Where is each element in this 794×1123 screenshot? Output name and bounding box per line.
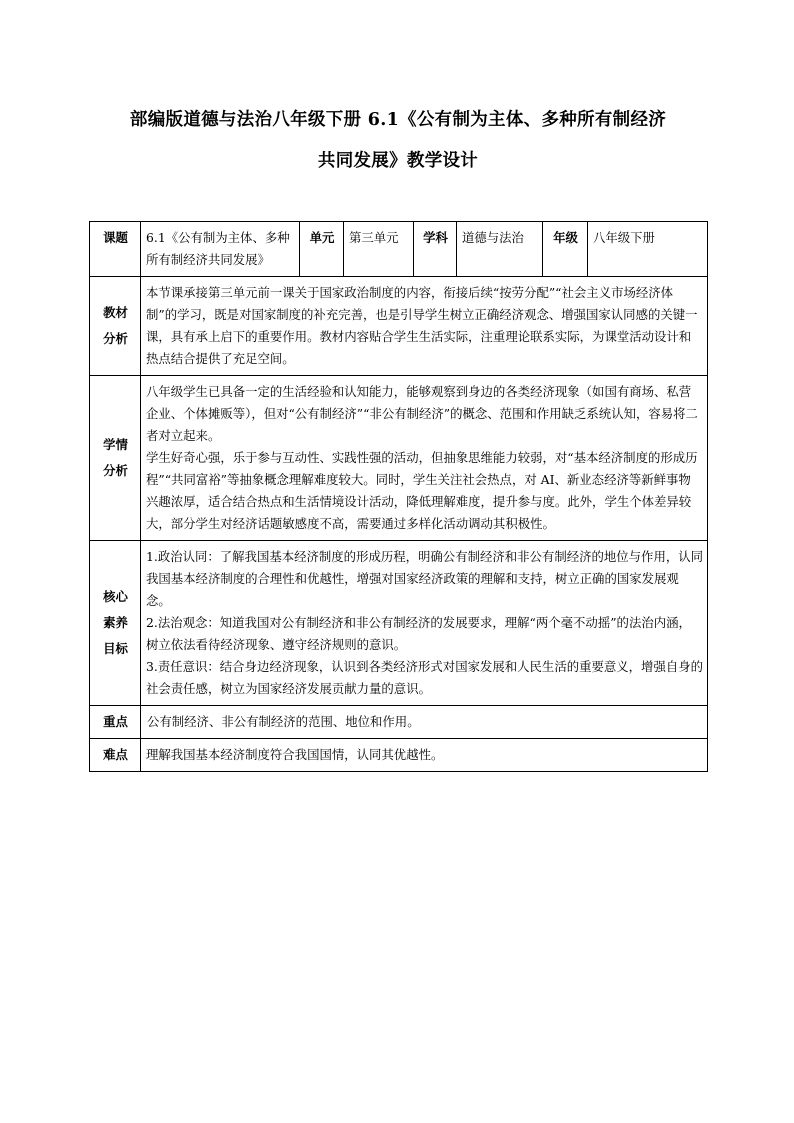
subject-value: 道德与法治: [457, 222, 543, 277]
label-difficulty: 难点: [90, 739, 141, 772]
table-row-students: [90, 376, 708, 541]
table-row-topic: [90, 222, 708, 277]
table-row-core: [90, 541, 708, 706]
students-para-1: 八年级学生已具备一定的生活经验和认知能力，能够观察到身边的各类经济现象（如国有商场、私营企业、个体摊贩等），但对“公有制经济”“非公有制经济”的概念、范围和作用缺乏系统认知，容易将二者对立起来。: [146, 384, 698, 443]
difficulty-text: 理解我国基本经济制度符合我国国情，认同其优越性。: [141, 739, 708, 772]
core-item-2: 2.法治观念：知道我国对公有制经济和非公有制经济的发展要求，理解“两个毫不动摇”的法治内涵，树立依法看待经济现象、遵守经济规则的意识。: [146, 615, 691, 652]
label-material-line2: 分析: [103, 331, 128, 346]
unit-value: 第三单元: [344, 222, 414, 277]
label-material: [90, 277, 141, 376]
label-students-line1: 学情: [103, 437, 128, 452]
label-unit: 单元: [300, 222, 344, 277]
material-text: 本节课承接第三单元前一课关于国家政治制度的内容，衔接后续“按劳分配”“社会主义市场经济体制”的学习，既是对国家制度的补充完善，也是引导学生树立正确经济观念、增强国家认同感的关键一课，具有承上启下的重要作用。教材内容贴合学生生活实际，注重理论联系实际，为课堂活动设计和热点结合提供了充足空间。: [141, 277, 708, 376]
label-core-line2: 素养: [103, 615, 128, 630]
label-topic: 课题: [90, 222, 141, 277]
label-core: [90, 541, 141, 706]
lesson-plan-table: [89, 221, 708, 772]
grade-value: 八年级下册: [588, 222, 708, 277]
core-item-3: 3.责任意识：结合身边经济现象，认识到各类经济形式对国家发展和人民生活的重要意义，增强自身的社会责任感，树立为国家经济发展贡献力量的意识。: [146, 659, 704, 696]
students-text: [141, 376, 708, 541]
label-grade: 年级: [543, 222, 588, 277]
key-points-text: 公有制经济、非公有制经济的范围、地位和作用。: [141, 706, 708, 739]
students-para-2: 学生好奇心强，乐于参与互动性、实践性强的活动，但抽象思维能力较弱，对“基本经济制度的形成历程”“共同富裕”等抽象概念理解难度较大。同时，学生关注社会热点，对 AI、新业态经济等新鲜事物兴趣浓厚，适合结合热点和生活情境设计活动，降低理解难度，提升参与度。此外，学生个体差异较大，部分学生对经济话题敏感度不高，需要通过多样化活动调动其积极性。: [146, 450, 698, 531]
core-text: [141, 541, 708, 706]
core-item-1: 1.政治认同：了解我国基本经济制度的形成历程，明确公有制经济和非公有制经济的地位与作用，认同我国基本经济制度的合理性和优越性，增强对国家经济政策的理解和支持，树立正确的国家发展观念。: [146, 549, 704, 608]
label-key-points: 重点: [90, 706, 141, 739]
label-material-line1: 教材: [103, 305, 128, 320]
document-title-line1: 部编版道德与法治八年级下册 6.1《公有制为主体、多种所有制经济: [129, 110, 667, 130]
label-students-line2: 分析: [103, 463, 128, 478]
label-students: [90, 376, 141, 541]
label-subject: 学科: [414, 222, 457, 277]
document-title-line2: 共同发展》教学设计: [317, 151, 479, 171]
topic-value: 6.1《公有制为主体、多种所有制经济共同发展》: [141, 222, 300, 277]
label-core-line1: 核心: [103, 589, 128, 604]
label-core-line3: 目标: [103, 641, 128, 656]
table-row-difficulty: [90, 739, 708, 772]
table-row-key-points: [90, 706, 708, 739]
table-row-material: [90, 277, 708, 376]
